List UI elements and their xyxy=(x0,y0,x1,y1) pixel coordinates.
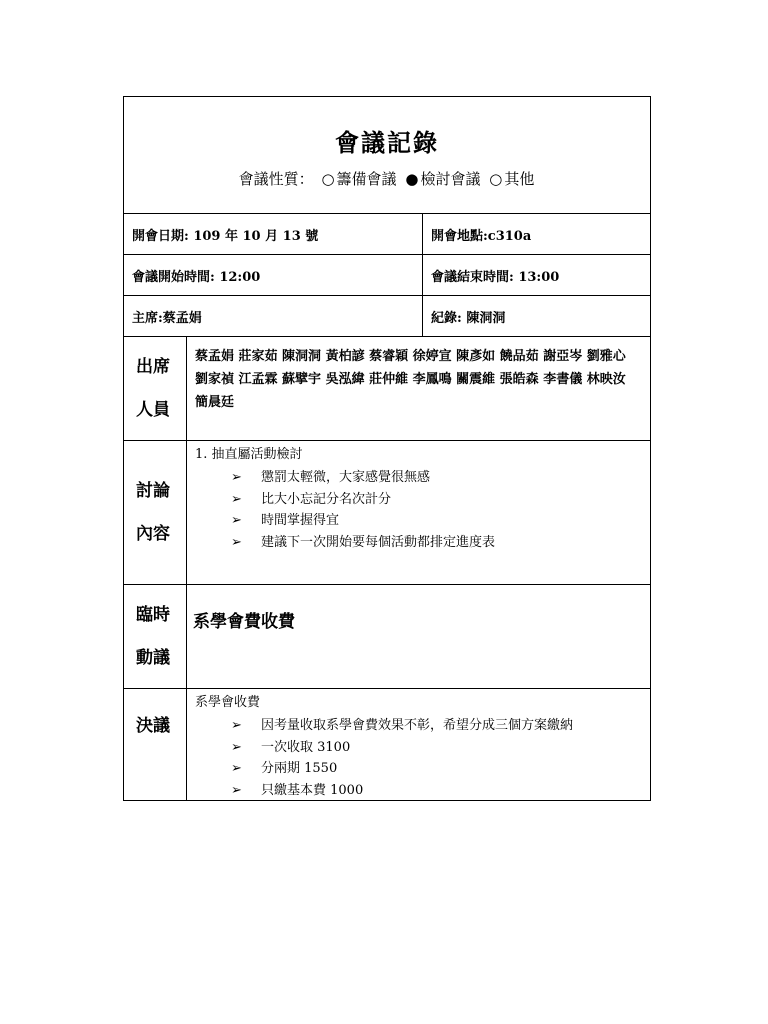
arrow-bullet-icon: ➢ xyxy=(231,470,242,485)
label-line: 內容 xyxy=(136,523,170,544)
list-item xyxy=(231,510,642,532)
arrow-bullet-icon: ➢ xyxy=(231,534,242,550)
resolution-label xyxy=(124,689,187,800)
label-line: 動議 xyxy=(136,647,170,668)
arrow-bullet-icon: ➢ xyxy=(231,739,242,755)
page-title: 會議記錄 xyxy=(335,128,439,157)
radio-empty-icon: ○ xyxy=(321,170,335,188)
list-item xyxy=(231,467,642,489)
nature-label: 會議性質： xyxy=(238,170,314,188)
meeting-nature xyxy=(124,168,650,189)
list-item xyxy=(231,758,642,780)
list-item xyxy=(231,532,642,554)
adhoc-row xyxy=(123,585,651,689)
attendees-row xyxy=(123,337,651,441)
list-item-text: 時間掌握得宜 xyxy=(261,513,340,528)
arrow-bullet-icon: ➢ xyxy=(231,491,242,507)
list-item xyxy=(231,715,642,737)
resolution-row xyxy=(123,689,651,801)
list-item-text: 懲罰太輕微，大家感覺很無感 xyxy=(261,470,431,485)
chair-row xyxy=(123,296,651,337)
option-review xyxy=(404,170,481,188)
discussion-heading: 1. 抽直屬活動檢討 xyxy=(195,447,303,462)
list-item-text: 分兩期 1550 xyxy=(261,761,338,776)
adhoc-label xyxy=(124,585,187,688)
radio-empty-icon: ○ xyxy=(489,170,503,188)
arrow-bullet-icon: ➢ xyxy=(231,513,242,528)
label-line: 臨時 xyxy=(136,604,170,625)
list-item-text: 一次收取 3100 xyxy=(261,739,351,755)
list-item xyxy=(231,737,642,759)
label-line: 決議 xyxy=(136,716,170,736)
list-item-text: 因考量收取系學會費效果不彰，希望分成三個方案繳納 xyxy=(261,718,574,733)
time-row xyxy=(123,255,651,296)
label-line: 人員 xyxy=(136,399,170,420)
list-item-text: 建議下一次開始要每個活動都排定進度表 xyxy=(261,534,496,550)
meeting-date: 開會日期: 109 年 10 月 13 號 xyxy=(124,214,423,254)
option-label: 檢討會議 xyxy=(420,170,481,188)
chairperson: 主席:蔡孟娟 xyxy=(124,296,423,336)
meeting-place: 開會地點:c310a xyxy=(431,228,532,244)
radio-filled-icon: ● xyxy=(405,170,419,188)
list-item-text: 比大小忘記分名次計分 xyxy=(261,491,392,507)
discussion-content xyxy=(187,441,650,584)
option-label: 其他 xyxy=(504,170,535,188)
label-line: 討論 xyxy=(136,480,170,501)
arrow-bullet-icon: ➢ xyxy=(231,761,242,776)
form-header xyxy=(123,96,651,214)
option-prep xyxy=(320,170,397,188)
list-item xyxy=(231,489,642,511)
attendee-names: 蔡孟娟 莊家茹 陳洞洞 黃柏諺 蔡睿穎 徐婷宣 陳彥如 饒品茹 謝亞岑 劉雅心 劉家禎 江孟霖 蘇擘宇 吳泓緯 莊仲維 李鳳鳴 關震維 張皓森 李書儀 林映汝 簡晨廷 xyxy=(195,349,626,410)
discussion-row xyxy=(123,441,651,585)
label-line: 出席 xyxy=(136,356,170,377)
discussion-list xyxy=(195,467,642,553)
arrow-bullet-icon: ➢ xyxy=(231,718,242,733)
meeting-record-form xyxy=(123,96,651,801)
option-label: 籌備會議 xyxy=(336,170,397,188)
discussion-label xyxy=(124,441,187,584)
arrow-bullet-icon: ➢ xyxy=(231,782,242,798)
option-other xyxy=(488,170,535,188)
end-time: 會議結束時間: 13:00 xyxy=(431,269,560,285)
attendees-label xyxy=(124,337,187,440)
list-item xyxy=(231,780,642,802)
adhoc-text: 系學會費收費 xyxy=(193,612,295,632)
date-place-row xyxy=(123,214,651,255)
list-item-text: 只繳基本費 1000 xyxy=(261,782,364,798)
recorder: 紀錄: 陳洞洞 xyxy=(431,310,506,326)
resolution-heading: 系學會收費 xyxy=(195,695,261,710)
start-time: 會議開始時間: 12:00 xyxy=(124,255,423,295)
resolution-list xyxy=(195,715,642,801)
resolution-content xyxy=(187,689,650,800)
